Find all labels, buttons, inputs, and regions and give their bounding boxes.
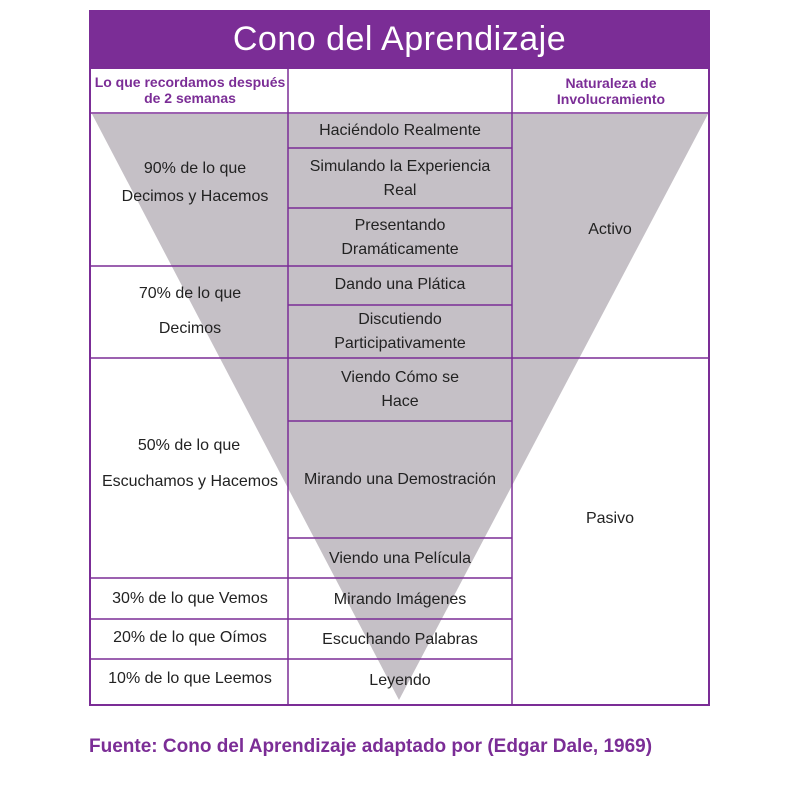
- header-left: Lo que recordamos después de 2 semanas: [94, 74, 286, 106]
- retention-row-90: [90, 160, 300, 206]
- activity-3: Dando una Plática: [334, 276, 466, 293]
- activity-10: Leyendo: [369, 672, 431, 689]
- activity-2: Presentando Dramáticamente: [341, 216, 459, 258]
- retention-row-50-line2: Escuchamos y Hacemos: [101, 473, 279, 490]
- page-title: Cono del Aprendizaje: [89, 10, 710, 69]
- retention-row-10: [90, 670, 290, 688]
- retention-row-30-text: 30% de lo que Vemos: [112, 590, 268, 607]
- retention-row-90-line1: 90% de lo que: [143, 160, 247, 177]
- retention-row-50-line1: 50% de lo que: [137, 437, 241, 454]
- retention-row-30: [90, 590, 290, 608]
- retention-row-70-line1: 70% de lo que: [138, 285, 242, 302]
- activity-1: Simulando la Experiencia Real: [309, 157, 491, 199]
- activity-9: Escuchando Palabras: [322, 630, 478, 648]
- retention-row-70: [90, 285, 290, 338]
- retention-row-20: [90, 629, 290, 647]
- retention-row-70-line2: Decimos: [158, 320, 222, 337]
- activity-5: Viendo Cómo se Hace: [341, 369, 459, 410]
- retention-row-50: [90, 437, 288, 491]
- retention-row-10-text: 10% de lo que Leemos: [108, 670, 272, 687]
- retention-row-20-text: 20% de lo que Oímos: [113, 629, 267, 646]
- header-right: Naturaleza de Involucramiento: [556, 75, 666, 107]
- activity-7: Viendo una Película: [328, 549, 472, 567]
- source-caption: Fuente: Cono del Aprendizaje adaptado por (Edgar Dale, 1969): [89, 736, 653, 757]
- nature-active: Activo: [588, 221, 632, 238]
- activity-4: Discutiendo Participativamente: [334, 311, 466, 352]
- activity-0: Haciéndolo Realmente: [319, 122, 481, 139]
- activity-6: Mirando una Demostración: [303, 471, 497, 488]
- activity-8: Mirando Imágenes: [333, 590, 467, 608]
- retention-row-90-line2: Decimos y Hacemos: [121, 188, 269, 205]
- nature-passive: Pasivo: [585, 510, 635, 527]
